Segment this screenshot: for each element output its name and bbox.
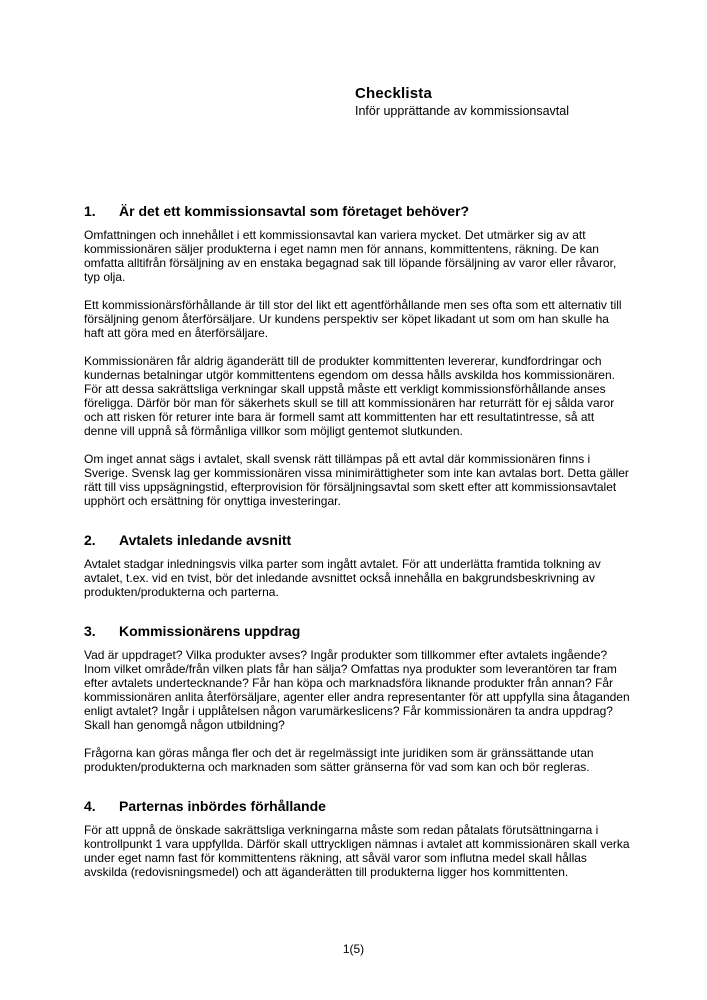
paragraph: Kommissionären får aldrig äganderätt till de produkter kommittenten levererar, kundfordringar och kundernas betalningar utgör kommittentens egendom om dessa hålls avskilda hos kommissionären. För att dessa sakrättsliga verkningar skall uppstå måste ett verkligt kommissionsförhållande anses föreligga. Därför bör man för säkerhets skull se till att kommissionären har returrätt för ej sålda varor och att risken för returer inte bara är formell samt att kommittenten har ett resultatintresse, så att denne vill uppnå så förmånliga villkor som möjligt gentemot slutkunden. (84, 354, 615, 438)
paragraph: Vad är uppdraget? Vilka produkter avses? Ingår produkter som tillkommer efter avtalets ingående? Inom vilket område/från vilken plats får han sälja? Omfattas nya produkter som leverantören tar fram efter avtalets undertecknande? Får han köpa och marknadsföra liknande produkter från annan? Får kommissionären anlita återförsäljare, agenter eller andra representanter för att uppfylla sina åtaganden enligt avtalet? Ingår i upplåtelsen någon varumärkeslicens? Får kommissionären ta andra uppdrag? Skall han genomgå någon utbildning? (84, 648, 630, 732)
paragraph: Om inget annat sägs i avtalet, skall svensk rätt tillämpas på ett avtal där kommissionären finns i Sverige. Svensk lag ger kommissionären vissa minimirättigheter som inte kan avtalas bort. Detta gäller rätt till viss uppsägningstid, efterprovision för försäljningsavtal som skett efter att kommissionsavtalet upphört och ersättning för onyttiga investeringar. (84, 452, 629, 508)
section-1-heading (84, 203, 630, 220)
section-4 (84, 798, 630, 879)
section-2-heading (84, 532, 630, 549)
section-3-number: 3. (84, 623, 96, 639)
document-body (84, 203, 630, 893)
section-2 (84, 532, 630, 599)
section-4-number: 4. (84, 798, 96, 814)
section-2-heading-text: Avtalets inledande avsnitt (119, 532, 292, 548)
page-number: 1(5) (342, 942, 365, 956)
section-3 (84, 623, 630, 774)
title-block (355, 84, 569, 119)
section-2-number: 2. (84, 532, 96, 548)
section-1 (84, 203, 630, 508)
paragraph: Ett kommissionärsförhållande är till stor del likt ett agentförhållande men ses ofta som ett alternativ till försäljning genom återförsäljare. Ur kundens perspektiv ser köpet likadant ut som om han skulle ha haft att göra med en återförsäljare. (84, 298, 622, 340)
section-3-heading-text: Kommissionärens uppdrag (119, 623, 301, 639)
section-1-number: 1. (84, 203, 96, 219)
document-title: Checklista (355, 85, 433, 102)
section-3-heading (84, 623, 630, 640)
paragraph: Frågorna kan göras många fler och det är regelmässigt inte juridiken som är gränssättande utan produkten/produkterna och marknaden som sätter gränserna för vad som kan och bör regleras. (84, 746, 594, 774)
paragraph: Avtalet stadgar inledningsvis vilka parter som ingått avtalet. För att underlätta framtida tolkning av avtalet, t.ex. vid en tvist, bör det inledande avsnittet också innehålla en bakgrundsbeskrivning av produkten/produkterna och parterna. (84, 557, 601, 599)
section-4-heading-text: Parternas inbördes förhållande (119, 798, 326, 814)
paragraph: Omfattningen och innehållet i ett kommissionsavtal kan variera mycket. Det utmärker sig av att kommissionären säljer produkterna i eget namn men för annans, kommittentens, räkning. De kan omfatta alltifrån försäljning av en enstaka begagnad sak till löpande försäljning av varor eller råvaror, typ olja. (84, 228, 617, 284)
section-1-heading-text: Är det ett kommissionsavtal som företaget behöver? (119, 203, 470, 219)
document-subtitle: Inför upprättande av kommissionsavtal (355, 104, 569, 118)
section-4-heading (84, 798, 630, 815)
paragraph: För att uppnå de önskade sakrättsliga verkningarna måste som redan påtalats förutsättningarna i kontrollpunkt 1 vara uppfyllda. Därför skall uttryckligen nämnas i avtalet att kommissionären skall verka under eget namn fast för kommittentens räkning, att såväl varor som influtna medel skall hållas avskilda (redovisningsmedel) och att äganderätten till produkterna ligger hos kommittenten. (84, 823, 630, 879)
